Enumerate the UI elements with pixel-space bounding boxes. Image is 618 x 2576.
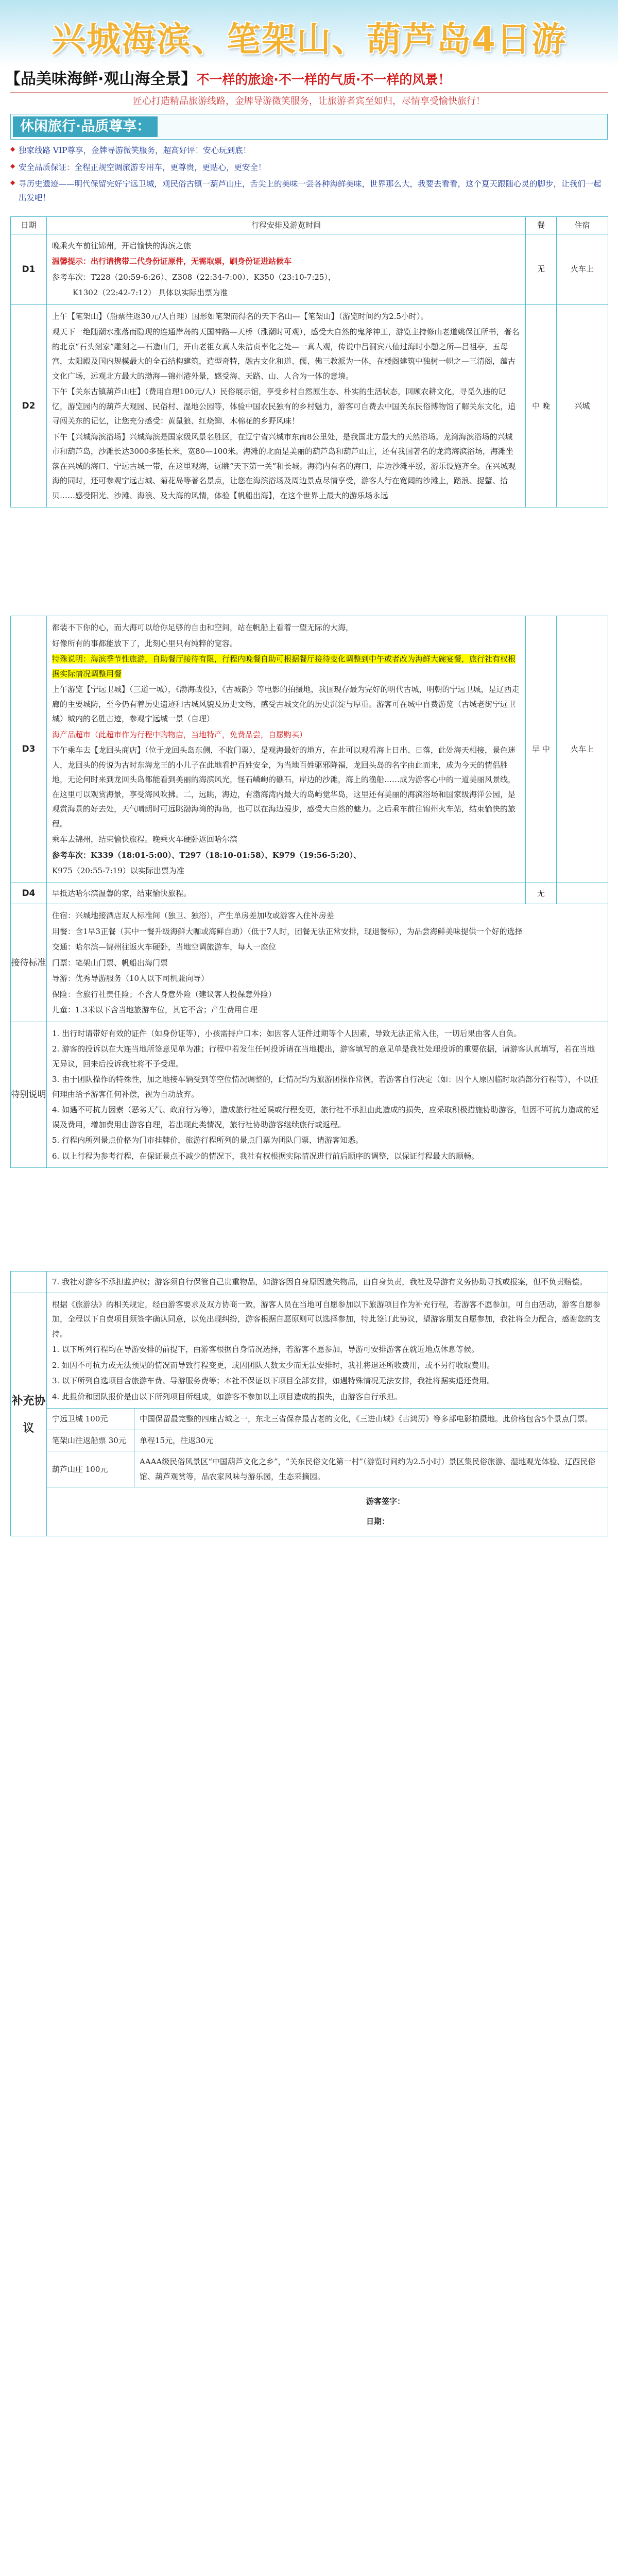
day4-schedule: 早抵达哈尔滨温馨的家，结束愉快旅程。 (47, 883, 526, 904)
day2-meal: 中 晚 (526, 304, 557, 507)
supplement-custody-note: 7. 我社对游客不承担监护权；游客须自行保管自己贵重物品，如游客因自身原因遗失物品，由自身负责，我社及导游有义务协助寻找或报案，但不负责赔偿。 (47, 1272, 608, 1293)
guest-signature-label[interactable]: 游客签字： (366, 1497, 405, 1506)
day1-hotel: 火车上 (557, 234, 608, 304)
option-desc: 中国保留最完整的四座古城之一，东北三省保存最古老的文化，《三进山城》《古鸿历》等多部电影拍摄地。此价格包含5个景点门票。 (134, 1409, 608, 1430)
intro-section-header (10, 114, 608, 140)
standard-row (11, 904, 608, 1022)
supplement-intro-row (11, 1272, 608, 1293)
page-title: 兴城海滨、笔架山、葫芦岛4日游 (52, 20, 566, 59)
note-item: 4. 如遇不可抗力因素（恶劣天气、政府行为等），造成旅行社延误或行程变更，旅行社不承担由此造成的损失，应采取积极措施协助游客，但因不可抗力造成的延误及费用，增加费用由游客自理，若出现此类情况，旅行社协助游客继续旅行或返程。 (52, 1105, 599, 1129)
meal-tip-text: 特殊说明：海滨季节性旅游，自助餐厅接待有限，行程内晚餐自助可根据餐厅接待变化调整到中午或者改为海鲜大碗宴餐，旅行社有权根据实际情况调整用餐 (52, 654, 516, 679)
tagline-lead: 【品美味海鲜·观山海全景】 (5, 70, 197, 88)
day-label: D3 (11, 616, 47, 883)
signature-cell (47, 1487, 608, 1536)
supplement-rule: 1. 以下所列行程均在导游安排的前提下，由游客根据自身情况选择，若游客不愿参加，导游可安排游客在就近地点休息等候。 (52, 1345, 479, 1354)
col-header-hotel: 住宿 (557, 216, 608, 234)
day-label: D2 (11, 304, 47, 507)
day3-row (11, 616, 608, 883)
day3-sailing-end-2: 好像所有的事都能放下了，此刻心里只有纯粹的宽容。 (52, 638, 238, 648)
tagline (0, 67, 618, 89)
day4-meal: 无 (526, 883, 557, 904)
day2-schedule (47, 304, 526, 507)
option-row (11, 1451, 608, 1487)
signature-row (11, 1487, 608, 1536)
day3-meal-tip (52, 652, 520, 681)
slogan: 匠心打造精品旅游线路，金牌导游微笑服务，让旅游者宾至如归，尽情享受愉快旅行！ (10, 92, 608, 109)
day3-shopping: 海产品超市（此超市作为行程中购物店，当地特产，免费品尝，自愿购买） (52, 730, 307, 739)
standard-item: 住宿：兴城地接酒店双人标准间（独卫、独浴），产生单房差加收或游客入住补房差 (52, 911, 334, 921)
standard-label: 接待标准 (11, 904, 47, 1022)
day3-hotel: 火车上 (557, 616, 608, 883)
supplement-body-row (11, 1293, 608, 1409)
supplement-intro: 根据《旅游法》的相关规定，经由游客要求及双方协商一致，游客人员在当地可自愿参加以下旅游项目作为补充行程，若游客不愿参加，可自由活动，游客自愿参加，全程以下自费项目须签字确认同意，以免出现纠纷，游客根据自愿原则可以选择参加，特此签订此协议，望游客朋友自愿参加，我社将全力配合，感谢您的支持。 (52, 1299, 601, 1338)
day3-trains: 参考车次：K339（18:01-5:00）、T297（18:10-01:58）、K979（19:56-5:20）、 (52, 850, 362, 860)
option-desc: AAAA级民俗风景区“中国葫芦文化之乡”，“关东民俗文化第一村”（游览时间约为2.5小时）景区集民俗旅游、湿地观光体验、辽西民俗馆、葫芦观赏等，品农家风味与游乐园，生态采摘园。 (134, 1451, 608, 1487)
option-desc: 单程15元，往返30元 (134, 1430, 608, 1451)
day3-sailing-end: 都装不下你的心，而大海可以给你足够的自由和空间，站在帆船上看着一望无际的大海， (52, 623, 354, 633)
notes-content (47, 1022, 608, 1168)
itinerary-table (10, 216, 608, 508)
supplement-rule: 3. 以下所列自选项目含旅游车费、导游服务费等；本社不保证以下项目全部安排，如遇特殊情况无法安排，我社将据实退还费用。 (52, 1376, 495, 1386)
day4-row (11, 883, 608, 904)
standard-item: 保险：含旅行社责任险；不含人身意外险（建议客人投保意外险） (52, 989, 277, 999)
col-header-meal: 餐 (526, 216, 557, 234)
title-banner (0, 0, 618, 67)
supplement-label: 补充协议 (11, 1293, 47, 1536)
day1-warm-tip: 温馨提示：出行请携带二代身份证原件，无需取票，刷身份证进站候车 (52, 257, 292, 266)
col-header-schedule: 行程安排及游览时间 (47, 216, 526, 234)
day1-trains-more: K1302（22:42-7:12） 具体以实际出票为准 (73, 288, 228, 298)
notes-row (11, 1022, 608, 1168)
day3-trains-more: K975（20:55-7:19）以实际出票为准 (52, 866, 184, 876)
itinerary-table-continued (10, 616, 608, 1168)
day1-line: 晚乘火车前往锦州，开启愉快的海滨之旅 (52, 241, 192, 250)
signature-block (47, 1487, 608, 1536)
day2-hulu-village: 下午【关东古镇葫芦山庄】（费用自理100元/人）民俗展示馆，享受乡村自然原生态、朴实的生活状态，回顾农耕文化，寻觅久违的记忆，游览园内的葫芦大观园、民俗村、湿地公园等，体验中国农民独有的乡村魅力，游客可自费去中国关东民俗博物馆了解关东文化，追寻闯关东的记忆，让您充分感受：黄鼠狼、红烧鲫、木棉花的乡野风味！ (52, 387, 516, 426)
option-row (11, 1409, 608, 1430)
option-name: 笔架山往返船票 30元 (47, 1430, 134, 1451)
day4-hotel (557, 883, 608, 904)
day-label: D4 (11, 883, 47, 904)
supplement-rule: 2. 如因不可抗力或无法预见的情况而导致行程变更，或因团队人数太少而无法安排时，我社将退还所收费用，或不另行收取费用。 (52, 1360, 495, 1370)
supplement-rule: 4. 此报价和团队报价是由以下所列项目所组成，如游客不参加以上项目造成的损失，由游客自行承担。 (52, 1392, 402, 1401)
supplement-rules (47, 1293, 608, 1409)
note-item: 6. 以上行程为参考行程，在保证景点不减少的情况下，我社有权根据实际情况进行前后顺序的调整，以保证行程最大的顺畅。 (52, 1151, 479, 1161)
signature-date-label[interactable]: 日期： (366, 1517, 390, 1527)
day2-bijiashan-detail: 观天下一绝随潮水涨落而隐现的连通岸岛的天国神路—天桥（涨潮时可观），感受大自然的鬼斧神工，游览主持修山老道姚保江所书，著名的北京“石头刻家”雕刻之—石造山门，开山老祖女真人朱洁贞率化之处—一真人观，传说中吕洞宾八仙过海时小憩之所—吕祖亭，五母宫，太阳殿及国内规模最大的全石结构建筑，造型奇特，融古文化和道、儒、佛三教派为一体，在楼阁建筑中独树一帜之—三清阁，蕴古文化广场，远观北方最大的渤海—锦州港外景，感受海、天路、山、人合为一体的意境。 (52, 327, 520, 381)
day-label: D1 (11, 234, 47, 304)
standard-item: 用餐：含1早3正餐（其中一餐升级海鲜大咖或海鲜自助）（低于7人时，团餐无法正常安排，现退餐标），为品尝海鲜美味提供一个好的选择 (52, 926, 523, 936)
option-name: 宁远卫城 100元 (47, 1409, 134, 1430)
option-row (11, 1430, 608, 1451)
day2-beach: 下午【兴城海滨浴场】兴城海滨是国家级风景名胜区，在辽宁省兴城市东南8公里处，是我国北方最大的天然浴场。龙湾海滨浴场的兴城市和葫芦岛，沙滩长达3000多延长米，宽80—100米。海滩的北面是美丽的葫芦岛和葫芦山庄，还有我国著名的龙湾海滨浴场，海滩坐落在兴城的海口、宁远古城一带，在这里观海，远眺“天下第一关”和长城。海湾内有名的海口，岸边沙滩平缓，游乐设施齐全。在兴城观海的同时，还可参观宁远古城、菊花岛等著名景点，让您在海滨浴场及周边景点尽情享受，游客人行在宽阔的沙滩上，踏浪、捉蟹、拾贝……感受阳光、沙滩、海浪、及大海的风情，体验【帆船出海】，在这个世界上最大的游乐场永远 (52, 432, 516, 500)
option-name: 葫芦山庄 100元 (47, 1451, 134, 1487)
standard-content (47, 904, 608, 1022)
day2-bijiashan: 上午【笔架山】（船票往返30元/人自理）国形如笔架而得名的天下名山—【笔架山】（游览时间约为2.5小时）。 (52, 311, 428, 321)
day2-hotel: 兴城 (557, 304, 608, 507)
day3-schedule (47, 616, 526, 883)
standard-item: 门票：笔架山门票、帆船出海门票 (52, 958, 168, 968)
day1-row (11, 234, 608, 304)
day3-ningyuan: 上午游览【宁远卫城】（三道一城），《渤海战役》，《古城韵》等电影的拍摄地，我国现存最为完好的明代古城，明朝的宁远卫城，是辽西走廊的主要城防，至今仍有着历史遗迹和古城风貌及历史文物，感受古城文化的历史沉淀与厚重。游客可在城中自费游览（古城老街宁远卫城）城内的名胜古迹，参观宁远城一景（自理） (52, 685, 520, 724)
day3-meal: 早 中 (526, 616, 557, 883)
table-header-row (11, 216, 608, 234)
note-item: 5. 行程内所列景点价格为门市挂牌价，旅游行程所列的景点门票为团队门票，请游客知悉。 (52, 1136, 364, 1145)
standard-item: 儿童：1.3米以下含当地旅游车位，其它不含；产生费用自理 (52, 1005, 258, 1015)
note-item: 3. 由于团队操作的特殊性，加之地接车辆受到等空位情况调整的，此情况均为旅游团操作常例，若游客自行决定（如：因个人原因临时取消部分行程等），不以任何理由给予游客任何补偿，视为自动放弃。 (52, 1075, 599, 1099)
bullet-item: ◆ 寻历史遗迹——明代保留完好宁远卫城，观民俗古镇一葫芦山庄，舌尖上的美味一尝各种海鲜美味，世界那么大，我要去看看，这个夏天跟随心灵的脚步，让我们一起出发吧！ (10, 177, 608, 205)
standard-item: 交通：哈尔滨—锦州往返火车硬卧，当地空调旅游车，每人一座位 (52, 942, 277, 952)
intro-bullets (10, 144, 608, 205)
day3-return: 乘车去锦州，结束愉快旅程。晚乘火车硬卧返回哈尔滨 (52, 835, 238, 844)
bullet-item: ◆ 独家线路 VIP尊享，金牌导游微笑服务，超高好评！安心玩到底！ (10, 144, 608, 158)
day1-meal: 无 (526, 234, 557, 304)
bullet-item: ◆ 安全品质保证：全程正规空调旅游专用车，更尊贵，更贴心，更安全！ (10, 161, 608, 175)
supplement-spacer-cell (11, 1272, 47, 1293)
page-break-spacer (0, 507, 618, 616)
day1-schedule (47, 234, 526, 304)
supplement-table (10, 1271, 608, 1536)
note-item: 1. 出行时请带好有效的证件（如身份证等），小孩需持户口本；如因客人证件过期等个人因素，导致无法正常入住，一切后果由客人自负。 (52, 1028, 522, 1038)
day2-row (11, 304, 608, 507)
day1-trains: 参考车次：T228（20:59-6:26）、Z308（22:34-7:00）、K350（23:10-7:25）， (52, 272, 336, 282)
tagline-tail: 不一样的旅途·不一样的气质·不一样的风景！ (196, 72, 451, 87)
standard-item: 导游：优秀导游服务（10人以下司机兼向导） (52, 974, 209, 984)
intro-label: 休闲旅行·品质尊享： (13, 116, 158, 138)
col-header-day: 日期 (11, 216, 47, 234)
note-item: 2. 游客的投诉以在大连当地所签意见单为准；行程中若发生任何投诉请在当地提出，游客填写的意见单是我社处理投诉的重要依据，请游客认真填写，若在当地无异议，回来后投诉我社将不予受理。 (52, 1044, 595, 1069)
notes-label: 特别说明 (11, 1022, 47, 1168)
page-break-spacer (0, 1168, 618, 1271)
day3-longhuitou: 下午乘车去【龙回头商店】（位于龙回头岛东侧，不收门票），是观海最好的地方，在此可以观看海上日出、日落，此处海天相接，景色迷人，龙回头的传说为古时东海龙王的小儿子在此地看护百姓安全，为当地百姓驱邪降福，龙回头岛的名字由此而来，成为今天的情侣胜地，无论何时来到龙回头岛都能看到美丽的海滨风光，怪石嶙峋的礁石，岸边的沙滩，海上的渔船……成为游客心中的一道美丽风景线，在这里可以观赏海景，享受海风吹拂。二，远眺，海边，有渤海湾内最大的岛屿觉华岛，这里还有美丽的海滨浴场和国家级海洋公园，是观赏海景的好去处，天气晴朗时可远眺渤海湾的海岛，也可以在海边漫步，感受大自然的魅力。之后乘车前往锦州火车站，结束愉快的旅程。 (52, 745, 516, 828)
